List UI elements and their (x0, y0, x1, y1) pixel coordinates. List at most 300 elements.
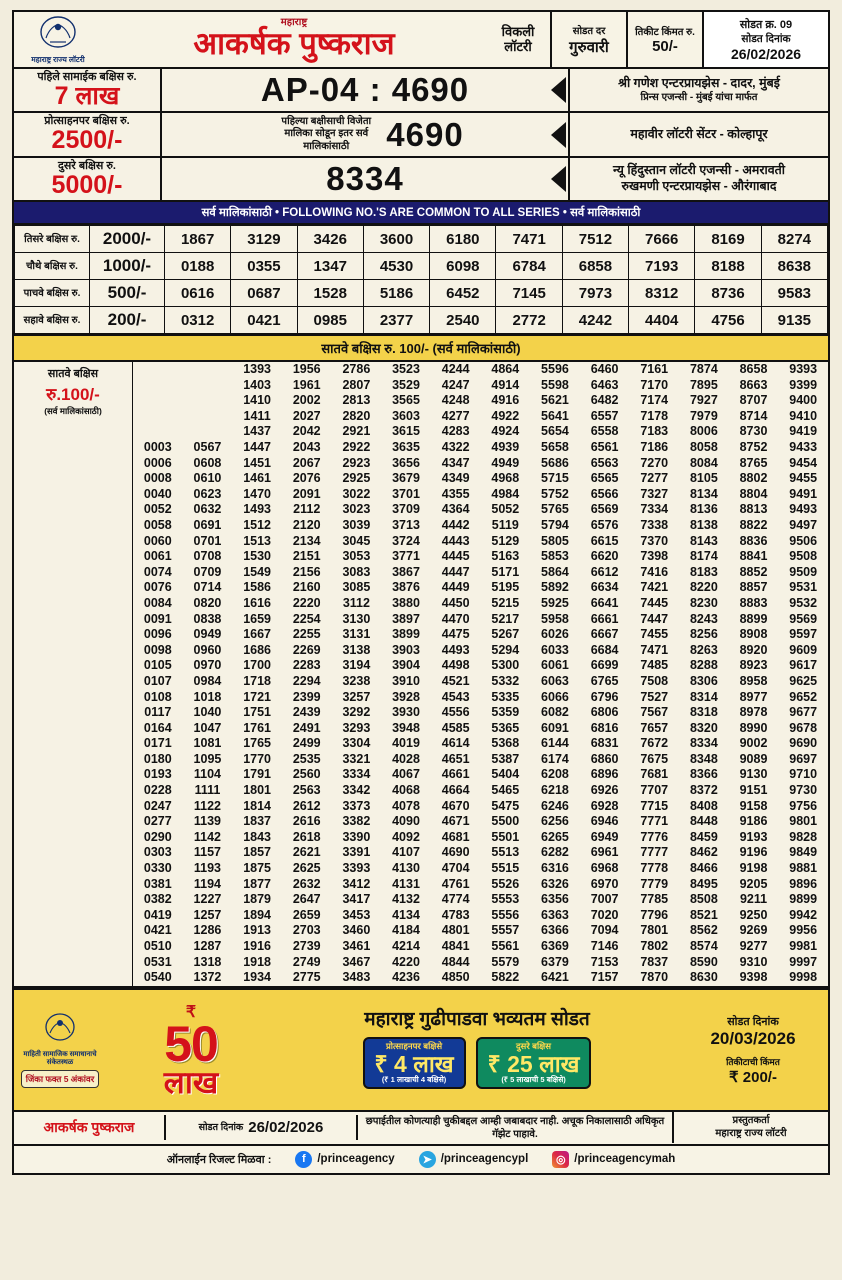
seventh-prize-number: 2156 (292, 564, 321, 579)
seventh-prize-number: 9186 (739, 814, 768, 829)
seventh-prize-number: 4850 (441, 970, 470, 985)
seventh-prize-number: 8958 (739, 673, 768, 688)
seventh-prize-number: 2560 (292, 767, 321, 782)
prize-number: 8169 (695, 226, 761, 253)
footer-draw-date: 26/02/2026 (248, 1119, 324, 1137)
seventh-prize-number: 9002 (739, 736, 768, 751)
seventh-prize-number: 5368 (491, 736, 520, 751)
seventh-prize-number: 6569 (590, 502, 619, 517)
seventh-prize-number: 3460 (342, 923, 371, 938)
seventh-label-3: (सर्व मालिकांसाठी) (44, 406, 102, 417)
seventh-prize-number: 0108 (143, 689, 172, 704)
seventh-prize-number: 8978 (739, 705, 768, 720)
instagram-icon: ◎ (552, 1151, 569, 1168)
seventh-prize-number: 4614 (441, 736, 470, 751)
seventh-prize-number: 7776 (640, 829, 669, 844)
social-facebook[interactable] (295, 1151, 394, 1168)
seventh-prize-number: 6615 (590, 533, 619, 548)
seventh-prize-number: 3529 (392, 377, 420, 392)
promo-left (14, 1011, 106, 1088)
prize-number: 6858 (562, 253, 628, 280)
seventh-prize-number: 8136 (689, 502, 718, 517)
seventh-prize-number: 6667 (590, 627, 619, 642)
seventh-prize-number: 8990 (739, 720, 768, 735)
seventh-prize-number: 2491 (292, 720, 321, 735)
seventh-prize-number: 8752 (739, 440, 768, 454)
seventh-prize-number: 8366 (689, 767, 718, 782)
seventh-prize-number: 7094 (590, 923, 619, 938)
seventh-prize-number: 4349 (441, 471, 470, 486)
prize-number: 4404 (629, 307, 695, 334)
seventh-prize-number: 4801 (441, 923, 470, 938)
table-row (15, 280, 828, 307)
seventh-prize-number: 7270 (640, 455, 669, 470)
seventh-prize-number: 2813 (342, 393, 371, 408)
seventh-prize-number: 5794 (541, 517, 569, 532)
ticket-price-label: तिकीट किंमत रु. (635, 27, 695, 38)
seventh-prize-number: 8230 (689, 595, 718, 610)
footer-row (14, 1112, 828, 1146)
seventh-prize-number: 5052 (491, 502, 520, 517)
second-prize-number-cell (162, 158, 568, 200)
seventh-prize-number: 4068 (392, 783, 420, 798)
seventh-prize-number: 2160 (292, 580, 321, 595)
telegram-handle: /princeagencypl (440, 1153, 529, 1166)
ticket-price-value: 50/- (652, 38, 678, 55)
seventh-prize-number: 9419 (789, 424, 818, 439)
seventh-prize-number: 7416 (640, 564, 669, 579)
ticket-price-box (626, 12, 702, 67)
seventh-prize-number: 2439 (292, 705, 321, 720)
seventh-prize-number: 4364 (441, 502, 470, 517)
seventh-prize-number: 5553 (491, 892, 520, 907)
seventh-prize-number: 1318 (193, 954, 222, 969)
prize-number: 0312 (165, 307, 231, 334)
prize-number: 7145 (496, 280, 562, 307)
seventh-prize-number: 8495 (689, 876, 718, 891)
seventh-prize-number: 8306 (689, 673, 718, 688)
seventh-prize-number: 8658 (739, 362, 768, 377)
promo-pill2-amount: ₹ 25 लाख (487, 1050, 580, 1077)
seventh-prize-number: 9198 (739, 861, 768, 876)
prize-number: 0985 (297, 307, 363, 334)
seventh-prize-number: 7672 (640, 736, 669, 751)
seventh-prize-number: 1761 (243, 720, 271, 735)
seventh-prize-number: 5853 (541, 549, 569, 564)
seventh-prize-number: 2269 (292, 642, 321, 657)
second-prize-agency-1: न्यू हिंदुस्तान लॉटरी एजन्सी - अमरावती (612, 163, 786, 178)
seventh-prize-number: 9151 (739, 783, 768, 798)
footer-draw-date-block (164, 1115, 358, 1140)
seventh-prize-number: 8857 (739, 580, 768, 595)
seventh-prize-number: 9433 (789, 440, 818, 454)
seventh-prize-number: 4556 (441, 705, 470, 720)
seventh-prize-number: 9997 (789, 954, 818, 969)
weekly-label (486, 12, 550, 67)
seventh-label-1: सातवे बक्षिस (47, 368, 99, 381)
prize-number: 1528 (297, 280, 363, 307)
seventh-prize-number: 4347 (441, 455, 470, 470)
title-block (102, 12, 486, 67)
seventh-prize-number: 0970 (193, 658, 222, 673)
seventh-prize-number: 8883 (739, 595, 768, 610)
prize-number: 9135 (761, 307, 827, 334)
seventh-prize-number: 4521 (441, 673, 470, 688)
seventh-prize-number: 7779 (640, 876, 669, 891)
seventh-prize-number: 3880 (392, 595, 420, 610)
seventh-prize-number: 2612 (292, 798, 321, 813)
seventh-prize-number: 7657 (640, 720, 669, 735)
seventh-prize-number: 1372 (193, 970, 222, 985)
seventh-prize-number: 1047 (193, 720, 222, 735)
seventh-prize-number: 0008 (143, 471, 172, 486)
seventh-prize-number (133, 362, 183, 378)
seventh-prize-number: 7785 (640, 892, 669, 907)
second-prize-number: 8334 (326, 159, 404, 197)
seventh-prize-number: 9211 (739, 892, 768, 907)
promo-right (678, 1014, 828, 1086)
seventh-prize-number: 4498 (441, 658, 470, 673)
seventh-prize-number: 6576 (590, 517, 619, 532)
seventh-prize-number: 0709 (193, 564, 222, 579)
seventh-prize-number: 1718 (243, 673, 271, 688)
seventh-prize-number: 9410 (789, 408, 818, 423)
prize-number: 4530 (363, 253, 429, 280)
footer-presenter-label: प्रस्तुतकर्ता (732, 1115, 770, 1127)
draw-day-box (550, 12, 626, 67)
seventh-prize-number: 4130 (392, 861, 420, 876)
seventh-prize-number: 0091 (143, 611, 172, 626)
seventh-prize-number: 5715 (541, 471, 569, 486)
seventh-prize-number: 1403 (243, 377, 271, 392)
seventh-prize-number: 7874 (689, 362, 718, 377)
seventh-prize-number: 3603 (392, 408, 420, 423)
seventh-prize-number: 2076 (292, 471, 321, 486)
seventh-prize-number-grid (133, 362, 828, 986)
prize-amount: 500/- (90, 280, 165, 307)
seventh-prize-number: 9531 (789, 580, 818, 595)
seventh-prize-number: 5557 (491, 923, 520, 938)
seventh-prize-number: 6796 (590, 689, 619, 704)
seventh-prize-number: 8574 (689, 939, 718, 953)
seventh-prize-number: 2499 (292, 736, 321, 751)
seventh-prize-number: 0006 (143, 455, 172, 470)
seventh-prize-number: 8143 (689, 533, 718, 548)
prize-number: 1347 (297, 253, 363, 280)
second-prize-agency-cell (568, 158, 828, 200)
seventh-prize-number: 4704 (441, 861, 470, 876)
result-frame (12, 10, 830, 1175)
seventh-prize-number: 5598 (541, 377, 569, 392)
seventh-prize-number: 5475 (491, 798, 520, 813)
seventh-prize-number: 0171 (143, 736, 172, 751)
table-row (15, 253, 828, 280)
seventh-prize-number: 4774 (441, 892, 470, 907)
seventh-prize-number: 8841 (739, 549, 768, 564)
seventh-prize-number: 4214 (392, 939, 420, 953)
seventh-prize-number: 1157 (193, 845, 222, 860)
seventh-prize-number: 6218 (541, 783, 569, 798)
first-prize-number-cell (162, 69, 568, 111)
prize-number: 8638 (761, 253, 827, 280)
seventh-prize-number: 1700 (243, 658, 271, 673)
facebook-icon: f (295, 1151, 312, 1168)
seventh-prize-number: 0531 (143, 954, 172, 969)
seventh-prize-number: 1530 (243, 549, 271, 564)
seventh-prize-number: 4543 (441, 689, 470, 704)
seventh-prize-number: 0060 (143, 533, 172, 548)
seventh-prize-number (183, 424, 233, 440)
seventh-prize-number: 3053 (342, 549, 371, 564)
seventh-prize-number: 4681 (441, 829, 470, 844)
prize-number: 8274 (761, 226, 827, 253)
seventh-prize-number: 6558 (590, 424, 619, 439)
prize-number: 3426 (297, 226, 363, 253)
seventh-prize-number: 6970 (590, 876, 619, 891)
seventh-prize-number: 2632 (292, 876, 321, 891)
prize-number: 8736 (695, 280, 761, 307)
seventh-prize-number: 6831 (590, 736, 619, 751)
seventh-prize-number: 8263 (689, 642, 718, 657)
seventh-prize-number: 9491 (789, 486, 818, 501)
prize-number: 6098 (430, 253, 496, 280)
seventh-prize-number: 1549 (243, 564, 271, 579)
seventh-prize-number: 1877 (243, 876, 271, 891)
seventh-prize-number: 3039 (342, 517, 371, 532)
social-instagram[interactable] (552, 1151, 675, 1168)
seventh-prize-number: 0632 (193, 502, 222, 517)
seventh-prize-number: 1721 (243, 689, 271, 704)
seventh-prize-number: 6066 (541, 689, 569, 704)
promo-ticket-price-label: तिकीटाची किंमत (726, 1056, 780, 1067)
seventh-prize-number: 8408 (689, 798, 718, 813)
seventh-prize-number: 5892 (541, 580, 569, 595)
seventh-prize-number: 0058 (143, 517, 172, 532)
seventh-prize-number: 6482 (590, 393, 619, 408)
prize-amount: 2000/- (90, 226, 165, 253)
seventh-prize-number: 6968 (590, 861, 619, 876)
seventh-prize-number: 7796 (640, 907, 669, 922)
prize-number: 7193 (629, 253, 695, 280)
first-prize-number: AP-04 : 4690 (260, 71, 470, 109)
header (14, 12, 828, 69)
seventh-prize-number: 8105 (689, 471, 718, 486)
seventh-prize-number: 0330 (143, 861, 172, 876)
seventh-prize-number: 2925 (342, 471, 371, 486)
seventh-prize-number: 3910 (392, 673, 420, 688)
seventh-prize-number: 5641 (541, 408, 569, 423)
seventh-prize-number: 8630 (689, 970, 718, 985)
seventh-prize-number: 6363 (541, 907, 569, 922)
seventh-prize-number: 4922 (491, 408, 520, 423)
seventh-prize-number: 7895 (689, 377, 718, 392)
seventh-prize-number: 9158 (739, 798, 768, 813)
footer-draw-label: सोडत दिनांक (198, 1121, 244, 1133)
seventh-prize-number: 9277 (739, 939, 768, 953)
seventh-prize-number: 2255 (292, 627, 321, 642)
seventh-prize-number: 9625 (789, 673, 818, 688)
seventh-prize-number: 3928 (392, 689, 420, 704)
seventh-prize-number: 0381 (143, 876, 172, 891)
seventh-prize-number: 6765 (590, 673, 619, 688)
seventh-prize-number: 4248 (441, 393, 470, 408)
rupee-icon: ₹ (185, 1003, 197, 1021)
promo-middle (276, 1010, 678, 1089)
seventh-prize-number: 0838 (193, 611, 222, 626)
seventh-prize-number (133, 393, 183, 409)
seventh-prize-number: 1493 (243, 502, 271, 517)
prize-number: 2772 (496, 307, 562, 334)
seventh-prize-number: 2659 (292, 907, 321, 922)
seventh-prize-number: 9896 (789, 876, 818, 891)
seventh-prize-number: 1461 (243, 471, 271, 486)
social-telegram[interactable] (419, 1151, 529, 1168)
seventh-prize-number: 0084 (143, 595, 172, 610)
prize-number: 0616 (165, 280, 231, 307)
seventh-prize-number: 4664 (441, 783, 470, 798)
second-prize-label: दुसरे बक्षिस रु. (58, 159, 116, 172)
prize-row-consolation (14, 113, 828, 157)
seventh-prize-number: 3045 (342, 533, 371, 548)
seventh-prize-number: 3023 (342, 502, 371, 517)
seventh-prize-number: 4220 (392, 954, 420, 969)
table-row (15, 307, 828, 334)
seventh-prize-number: 1814 (243, 798, 271, 813)
emblem-block (14, 12, 102, 67)
seventh-prize-number: 3342 (342, 783, 371, 798)
seventh-prize-number: 2618 (292, 829, 321, 844)
prize-label: तिसरे बक्षिस रु. (15, 226, 90, 253)
seventh-prize-number: 1837 (243, 814, 271, 829)
seventh-prize-number: 4445 (441, 549, 470, 564)
draw-rate-label: सोडत दर (572, 25, 606, 37)
seventh-prize-number: 0567 (193, 440, 222, 454)
seventh-prize-number: 7161 (640, 362, 669, 377)
seventh-prize-number: 8802 (739, 471, 768, 486)
consolation-agency-cell (568, 113, 828, 155)
first-prize-label-cell (14, 69, 162, 111)
seventh-prize-number: 3083 (342, 564, 371, 579)
promo-prize-amount (106, 1002, 276, 1098)
prize-number: 2540 (430, 307, 496, 334)
seventh-prize-number: 5294 (491, 642, 520, 657)
seventh-prize-number: 5404 (491, 767, 520, 782)
seventh-prize-number: 2220 (292, 595, 321, 610)
draw-number-box (702, 12, 828, 67)
seventh-prize-number: 7567 (640, 705, 669, 720)
seventh-prize-number: 4131 (392, 876, 420, 891)
seventh-prize-number: 3709 (392, 502, 420, 517)
seventh-prize-number: 5925 (541, 595, 569, 610)
seventh-prize-number: 8714 (739, 408, 768, 423)
seventh-prize-number: 7334 (640, 502, 669, 517)
seventh-prize-number: 4134 (392, 907, 420, 922)
seventh-prize-number: 4447 (441, 564, 470, 579)
seventh-prize-number: 5335 (491, 689, 520, 704)
promo-pill1-label: प्रोत्साहनपर बक्षिसे (385, 1041, 443, 1052)
seventh-prize-number: 8730 (739, 424, 768, 439)
seventh-prize-number: 8804 (739, 486, 768, 501)
seventh-prize-number: 1918 (243, 954, 271, 969)
seventh-prize-number: 0623 (193, 486, 222, 501)
seventh-prize-number: 7338 (640, 517, 669, 532)
seventh-prize-number: 9310 (739, 954, 768, 969)
prize-number: 6784 (496, 253, 562, 280)
prize-label: चौथे बक्षिस रु. (15, 253, 90, 280)
seventh-prize-number: 0949 (193, 627, 222, 642)
seventh-prize-number: 4450 (441, 595, 470, 610)
seventh-prize-number: 8920 (739, 642, 768, 657)
seventh-prize-number: 1104 (193, 767, 222, 782)
seventh-prize-number: 2067 (292, 455, 321, 470)
seventh-prize-number: 5805 (541, 533, 569, 548)
seventh-prize-number: 3483 (342, 970, 371, 985)
seventh-prize-number: 3304 (342, 736, 371, 751)
seventh-prize-number: 6806 (590, 705, 619, 720)
seventh-prize-number: 1393 (243, 362, 271, 377)
seventh-prize-number: 6144 (541, 736, 569, 751)
seventh-prize-number: 1287 (193, 939, 222, 953)
seventh-prize-number: 0074 (143, 564, 172, 579)
seventh-prize-number: 4783 (441, 907, 470, 922)
seventh-prize-number: 7447 (640, 611, 669, 626)
seventh-prize-number: 4651 (441, 751, 470, 766)
seventh-prize-number: 3293 (342, 720, 371, 735)
seventh-prize-number: 1286 (193, 923, 222, 938)
footer-lottery-name: आकर्षक पुष्कराज (43, 1119, 135, 1136)
seventh-prize-number: 8318 (689, 705, 718, 720)
seventh-prize-number: 6256 (541, 814, 569, 829)
seventh-prize-number: 3876 (392, 580, 420, 595)
prize-label: पाचवे बक्षिस रु. (15, 280, 90, 307)
promo-pill1-amount: ₹ 4 लाख (374, 1050, 454, 1077)
seventh-prize-number: 4355 (441, 486, 470, 501)
draw-date-value: 26/02/2026 (730, 46, 802, 62)
first-prize-amount: 7 लाख (54, 82, 120, 111)
seventh-prize-number: 7715 (640, 798, 669, 813)
seventh-prize-number: 3417 (342, 892, 371, 907)
seventh-prize-number: 7802 (640, 939, 669, 953)
seventh-prize-number: 4493 (441, 642, 470, 657)
promo-draw-date-label: सोडत दिनांक (727, 1015, 779, 1028)
seventh-prize-number: 7146 (590, 939, 619, 953)
seventh-prize-number: 1791 (243, 767, 271, 782)
seventh-prize-number: 5958 (541, 611, 569, 626)
first-prize-agency-1: श्री गणेश एन्टरप्रायझेस - दादर, मुंबई (618, 76, 780, 91)
first-prize-agency-cell (568, 69, 828, 111)
seventh-prize-number: 3565 (392, 393, 420, 408)
seventh-prize-number: 8138 (689, 517, 718, 532)
seventh-prize-number: 9250 (739, 907, 768, 922)
seventh-label-2: रु.100/- (46, 385, 100, 405)
seventh-prize-number: 3467 (342, 954, 371, 969)
seventh-prize-number: 0708 (193, 549, 222, 564)
title-sub: महाराष्ट्र (280, 17, 308, 29)
seventh-prize-number: 5500 (491, 814, 520, 829)
seventh-prize-number: 6860 (590, 751, 619, 766)
seventh-prize-number: 7174 (640, 393, 669, 408)
social-row (14, 1146, 828, 1173)
seventh-prize-number: 9942 (789, 907, 818, 922)
seventh-prize-number: 6282 (541, 845, 569, 860)
seventh-prize-number: 2002 (292, 393, 321, 408)
seventh-prize-number: 2043 (292, 440, 321, 454)
seventh-prize-number: 2112 (293, 502, 321, 517)
seventh-prize-number: 6641 (590, 595, 619, 610)
arrow-right-icon (551, 166, 566, 192)
seventh-prize-number: 5119 (491, 517, 519, 532)
seventh-prize-number: 5561 (491, 939, 520, 953)
